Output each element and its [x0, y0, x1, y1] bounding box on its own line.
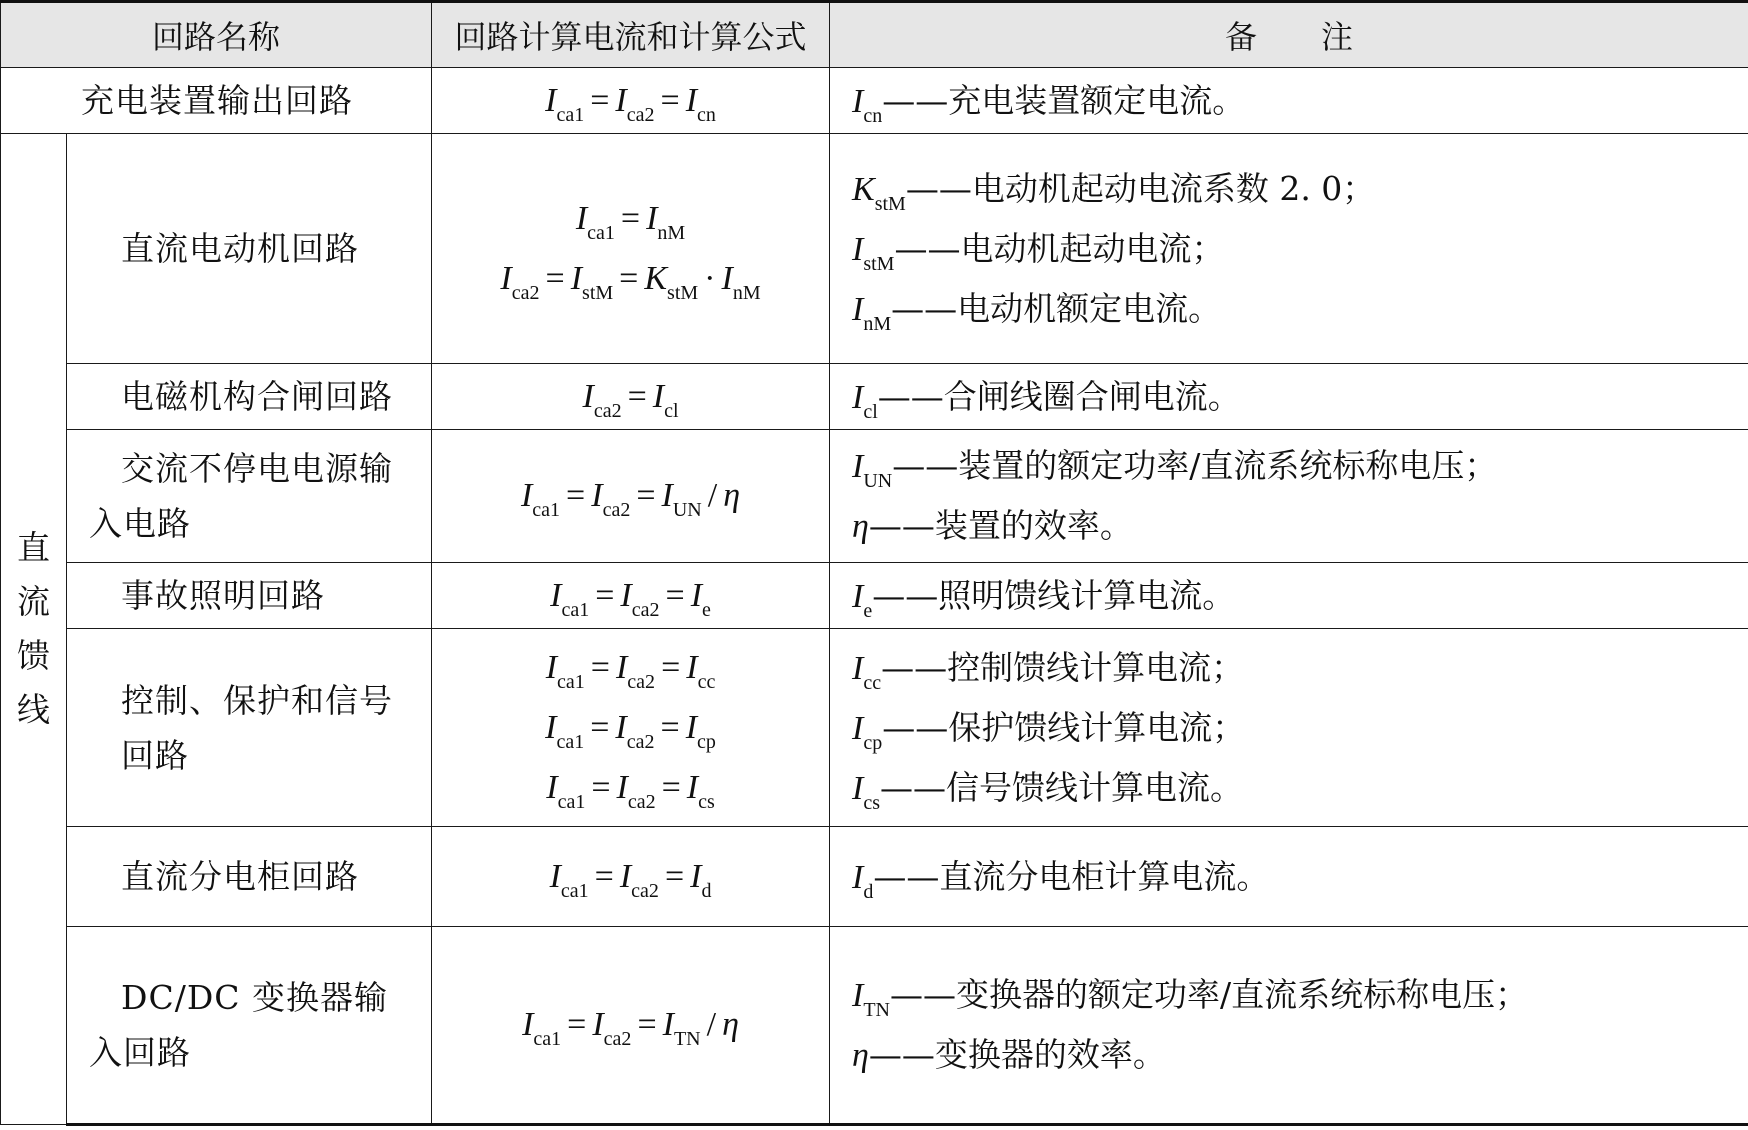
formula-cell	[432, 364, 830, 430]
note-cell	[830, 563, 1748, 629]
formula-cell	[432, 563, 830, 629]
operator: =	[566, 477, 586, 514]
formula-line	[432, 758, 829, 818]
note-line	[852, 638, 1738, 698]
note-text: ——信号馈线计算电流。	[880, 767, 1244, 807]
math-symbol: $I_{ca1}$	[549, 857, 589, 902]
note-text: ——电动机起动电流；	[894, 228, 1225, 268]
operator: =	[660, 81, 680, 119]
math-symbol: $I_{ca1}$	[575, 199, 615, 244]
note-text: ——电动机额定电流。	[891, 288, 1222, 328]
formula-line	[432, 367, 829, 427]
math-symbol: $I_{ca2}$	[582, 377, 622, 422]
formula-line	[432, 698, 829, 758]
note-text: ——合闸线圈合闸电流。	[877, 376, 1241, 416]
note-symbol: $I_{cp}$	[852, 709, 883, 754]
note-line	[852, 279, 1738, 339]
operator: =	[627, 377, 647, 415]
math-symbol: $I_{ca2}$	[591, 477, 631, 521]
note-cell	[830, 629, 1748, 827]
math-symbol: η	[722, 1006, 739, 1043]
note-symbol: $I_{cc}$	[852, 649, 882, 694]
operator: =	[665, 576, 685, 614]
note-symbol: $I_{cs}$	[852, 769, 881, 814]
note-text: ——电动机起动电流系数 2. 0；	[905, 168, 1376, 208]
note-text: ——保护馈线计算电流；	[882, 707, 1246, 747]
note-line	[852, 847, 1738, 907]
header-circuit-name: 回路名称	[1, 2, 432, 68]
table-row	[1, 68, 1748, 134]
note-symbol: $I_{stM}$	[852, 230, 895, 275]
math-symbol: $I_{UN}$	[661, 477, 702, 521]
operator: =	[591, 768, 611, 806]
formula-line	[432, 566, 829, 626]
math-symbol: $I_{stM}$	[570, 259, 614, 304]
math-symbol: $K_{stM}$	[644, 259, 699, 304]
formula-line	[432, 189, 829, 249]
math-symbol: $I_{ca1}$	[520, 477, 561, 521]
note-text: ——直流分电柜计算电流。	[873, 856, 1270, 896]
operator: =	[660, 708, 680, 746]
math-symbol: η	[723, 477, 741, 514]
formula-line	[432, 847, 829, 907]
formula-cell	[432, 68, 830, 134]
operator: /	[706, 1006, 717, 1043]
circuit-name: 充电装置输出回路	[1, 68, 432, 134]
operator: =	[619, 259, 639, 297]
math-symbol: $I_{ca1}$	[545, 81, 585, 126]
circuit-name: 控制、保护和信号回路	[67, 629, 432, 827]
operator: =	[545, 259, 565, 297]
note-symbol: η	[852, 508, 869, 545]
table-row	[1, 827, 1748, 927]
note-cell	[830, 364, 1748, 430]
table-row	[1, 134, 1748, 364]
operator: =	[590, 648, 610, 686]
note-text: ——充电装置额定电流。	[882, 80, 1246, 120]
note-symbol: η	[852, 1037, 869, 1074]
note-text: ——变换器的额定功率/直流系统标称电压；	[890, 975, 1529, 1014]
note-line	[852, 367, 1738, 427]
formula-line	[432, 995, 829, 1055]
circuit-name: 直流分电柜回路	[67, 827, 432, 927]
math-symbol: $I_{ca2}$	[500, 259, 540, 304]
circuit-name: 事故照明回路	[67, 563, 432, 629]
circuit-name: DC/DC 变换器输入回路	[67, 927, 432, 1125]
table-body	[1, 68, 1748, 1125]
note-text: ——照明馈线计算电流。	[872, 575, 1236, 615]
math-symbol: $I_{nM}$	[646, 199, 686, 244]
note-text: ——控制馈线计算电流；	[881, 647, 1245, 687]
note-text: ——装置的效率。	[868, 506, 1133, 545]
operator: =	[620, 199, 641, 237]
formula-line	[432, 71, 829, 131]
math-symbol: $I_{ca2}$	[615, 648, 656, 693]
formula-cell	[432, 927, 830, 1125]
note-symbol: $I_{cn}$	[852, 82, 883, 127]
note-symbol: $K_{stM}$	[852, 170, 906, 215]
formula-line	[432, 638, 829, 698]
note-symbol: $I_e$	[852, 577, 873, 622]
formula-cell	[432, 827, 830, 927]
note-cell	[830, 927, 1748, 1125]
operator: =	[637, 1006, 657, 1043]
math-symbol: $I_{ca2}$	[619, 857, 659, 902]
formula-cell	[432, 134, 830, 364]
operator: =	[661, 768, 681, 806]
math-symbol: $I_e$	[690, 576, 711, 621]
operator: =	[636, 477, 656, 514]
note-symbol: $I_d$	[852, 858, 874, 903]
math-symbol: $I_{ca2}$	[616, 768, 656, 813]
formula-cell	[432, 430, 830, 563]
math-symbol: $I_{cl}$	[652, 377, 679, 422]
note-line	[852, 698, 1738, 758]
note-line	[852, 566, 1738, 626]
math-symbol: $I_{ca1}$	[545, 708, 585, 753]
operator: =	[590, 708, 610, 746]
note-line	[852, 496, 1738, 556]
header-formula: 回路计算电流和计算公式	[432, 2, 830, 68]
math-symbol: $I_{ca2}$	[615, 81, 655, 126]
note-symbol: $I_{TN}$	[852, 977, 891, 1021]
math-symbol: $I_{TN}$	[662, 1006, 701, 1050]
table-row	[1, 364, 1748, 430]
operator: /	[707, 477, 718, 514]
math-symbol: $I_{ca1}$	[545, 648, 585, 693]
table-row	[1, 927, 1748, 1125]
note-text: ——装置的额定功率/直流系统标称电压；	[892, 446, 1498, 485]
header-notes: 备 注	[830, 2, 1748, 68]
note-line	[852, 71, 1738, 131]
math-symbol: $I_{cc}$	[686, 648, 716, 693]
header-row	[1, 2, 1748, 68]
note-text: ——变换器的效率。	[868, 1035, 1166, 1074]
note-line	[852, 758, 1738, 818]
note-cell	[830, 430, 1748, 563]
operator: =	[567, 1006, 587, 1043]
operator: =	[661, 648, 681, 686]
math-symbol: $I_{cs}$	[686, 768, 715, 813]
group-label-dc-feeder	[1, 134, 67, 1125]
formula-line	[432, 466, 829, 526]
math-symbol: $I_d$	[690, 857, 712, 902]
note-line	[852, 436, 1738, 496]
table-row	[1, 430, 1748, 563]
circuit-name: 交流不停电电源输入电路	[67, 430, 432, 563]
math-symbol: $I_{ca2}$	[615, 708, 655, 753]
formula-line	[432, 249, 829, 309]
math-symbol: $I_{ca2}$	[592, 1006, 632, 1050]
note-line	[852, 219, 1738, 279]
table-row	[1, 629, 1748, 827]
math-symbol: $I_{ca1}$	[550, 576, 590, 621]
operator: ·	[704, 259, 716, 297]
note-line	[852, 965, 1738, 1025]
circuit-name: 电磁机构合闸回路	[67, 364, 432, 430]
note-symbol: $I_{cl}$	[852, 378, 878, 423]
operator: =	[664, 857, 685, 895]
note-cell	[830, 827, 1748, 927]
math-symbol: $I_{cn}$	[685, 81, 716, 126]
note-symbol: $I_{UN}$	[852, 448, 893, 492]
math-symbol: $I_{ca2}$	[620, 576, 660, 621]
operator: =	[594, 857, 614, 895]
math-symbol: $I_{cp}$	[685, 708, 716, 753]
math-symbol: $I_{nM}$	[721, 259, 761, 304]
note-cell	[830, 68, 1748, 134]
operator: =	[590, 81, 610, 119]
operator: =	[595, 576, 615, 614]
note-line	[852, 1025, 1738, 1085]
math-symbol: $I_{ca1}$	[522, 1006, 562, 1050]
note-symbol: $I_{nM}$	[852, 290, 892, 335]
note-cell	[830, 134, 1748, 364]
formula-cell	[432, 629, 830, 827]
note-line	[852, 159, 1738, 219]
circuit-name: 直流电动机回路	[67, 134, 432, 364]
group-label-text: 直流馈线	[17, 528, 50, 729]
math-symbol: $I_{ca1}$	[546, 768, 586, 813]
table-row	[1, 563, 1748, 629]
